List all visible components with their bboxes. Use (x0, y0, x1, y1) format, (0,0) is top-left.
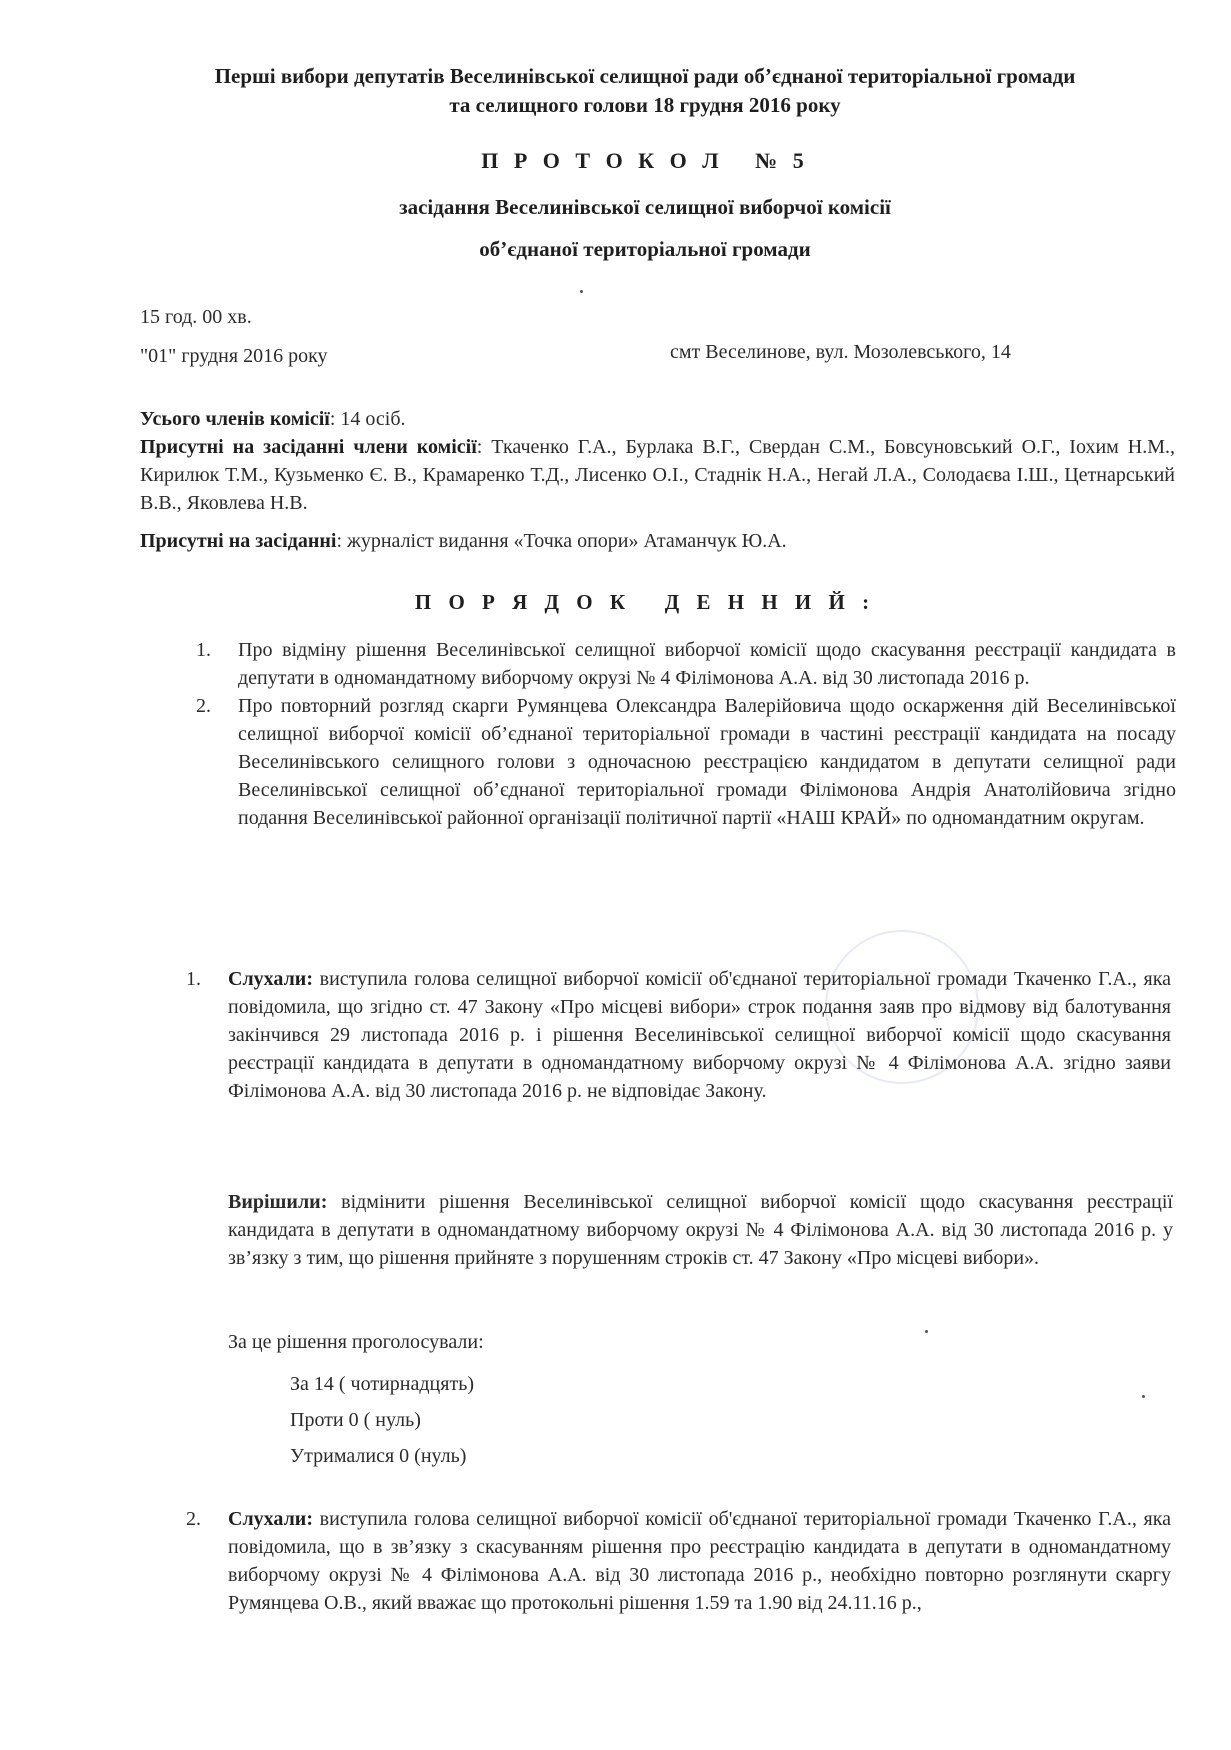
present-guests (140, 527, 1175, 555)
total-members-label: Усього членів комісії (140, 408, 330, 430)
section-1-heard-label: Слухали: (228, 968, 313, 990)
protocol-subtitle-1: засідання Веселинівської селищної виборчої комісії (399, 195, 891, 219)
protocol-title: П Р О Т О К О Л № 5 (481, 148, 809, 173)
section-1-heard-body (228, 965, 1171, 1105)
meeting-date: "01" грудня 2016 року (140, 345, 328, 367)
section-2-heard-body (228, 1505, 1171, 1617)
scan-speck (925, 1330, 928, 1333)
vote-label: За це рішення проголосували: (228, 1331, 484, 1353)
section-2-heard-label: Слухали: (228, 1508, 313, 1530)
meeting-time: 15 год. 00 хв. (140, 306, 252, 328)
total-members-value: : 14 осіб. (329, 408, 406, 430)
present-guests-value: : журналіст видання «Точка опори» Атаманчук Ю.А. (336, 530, 787, 552)
agenda-item (196, 692, 1176, 832)
section-2-number: 2. (186, 1508, 201, 1530)
election-header-line2: та селищного голови 18 грудня 2016 року (449, 93, 841, 117)
meeting-place: смт Веселинове, вул. Мозолевського, 14 (670, 341, 1011, 363)
attendance-block (140, 405, 1175, 555)
agenda-item-number: 1. (196, 639, 211, 661)
present-members-value: : Ткаченко Г.А., Бурлака В.Г., Свердан С.М., Бовсуновський О.Г., Іохим Н.М., Кирилюк Т.М., Кузьменко Є. В., Крамаренко Т.Д., Лисенко О.І., Стаднік Н.А., Негай Л.А., Солодаєва І.Ш., Цетнарський В.В., Яковлева Н.В. (140, 436, 1175, 514)
scan-speck (580, 290, 583, 293)
present-members (140, 433, 1175, 517)
section-2-heard-text: виступила голова селищної виборчої комісії об'єднаної територіальної громади Ткаченко Г.А., яка повідомила, що в зв’язку з скасуванням рішення про реєстрацію кандидата в депутати в одномандатному виборчому окрузі № 4 Філімонова А.А. від 30 листопада 2016 р., необхідно повторно розглянути скаргу Румянцева О.В., який вважає що протокольні рішення 1.59 та 1.90 від 24.11.16 р., (228, 1508, 1171, 1614)
agenda-item-text: Про повторний розгляд скарги Румянцева Олександра Валерійовича щодо оскарження дій Веселинівської селищної виборчої комісії об’єднаної територіальної громади в частині реєстрації кандидата на посаду Веселинівського селищного голови з одночасною реєстрацією кандидатом в депутати селищної ради Веселинівської селищної об’єднаної територіальної громади Філімонова Андрія Анатолійовича згідно подання Веселинівської районної організації політичної партії «НАШ КРАЙ» по одномандатним округам. (238, 695, 1176, 829)
section-1-decided-label: Вирішили: (228, 1191, 328, 1213)
vote-results (290, 1366, 474, 1474)
section-1-heard (186, 965, 1171, 1105)
agenda-item-text: Про відміну рішення Веселинівської селищної виборчої комісії щодо скасування реєстрації кандидата в депутати в одномандатному виборчому окрузі № 4 Філімонова А.А. від 30 листопада 2016 р. (238, 639, 1176, 689)
vote-for: За 14 ( чотирнадцять) (290, 1373, 474, 1395)
vote-abstained: Утрималися 0 (нуль) (290, 1445, 467, 1467)
election-header-line1: Перші вибори депутатів Веселинівської селищної ради об’єднаної територіальної громади (214, 64, 1076, 88)
section-1-decided (228, 1188, 1173, 1272)
present-members-label: Присутні на засіданні члени комісії (140, 436, 477, 458)
section-1-heard-text: виступила голова селищної виборчої комісії об'єднаної територіальної громади Ткаченко Г.А., яка повідомила, що згідно ст. 47 Закону «Про місцеві вибори» строк подання заяв про відмову від балотування закінчився 29 листопада 2016 р. і рішення Веселинівської селищної виборчої комісії щодо скасування реєстрації кандидата в депутати в одномандатному виборчому окрузі № 4 Філімонова А.А. згідно заяви Філімонова А.А. від 30 листопада 2016 р. не відповідає Закону. (228, 968, 1171, 1102)
scan-speck (1142, 1395, 1145, 1398)
total-members (140, 405, 1175, 433)
agenda-title: П О Р Я Д О К Д Е Н Н И Й : (414, 590, 876, 614)
vote-against: Проти 0 ( нуль) (290, 1409, 421, 1431)
election-header (120, 62, 1170, 120)
protocol-subtitle-2: об’єднаної територіальної громади (479, 237, 811, 261)
agenda-list (196, 636, 1176, 832)
section-2-heard (186, 1505, 1171, 1617)
agenda-item-number: 2. (196, 695, 211, 717)
present-guests-label: Присутні на засіданні (140, 530, 337, 552)
section-1-number: 1. (186, 968, 201, 990)
section-1-decided-text: відмінити рішення Веселинівської селищної виборчої комісії щодо скасування реєстрації кандидата в депутати в одномандатному виборчому окрузі № 4 Філімонова А.А. від 30 листопада 2016 р. у зв’язку з тим, що рішення прийняте з порушенням строків ст. 47 Закону «Про місцеві вибори». (228, 1191, 1173, 1269)
agenda-item (196, 636, 1176, 692)
